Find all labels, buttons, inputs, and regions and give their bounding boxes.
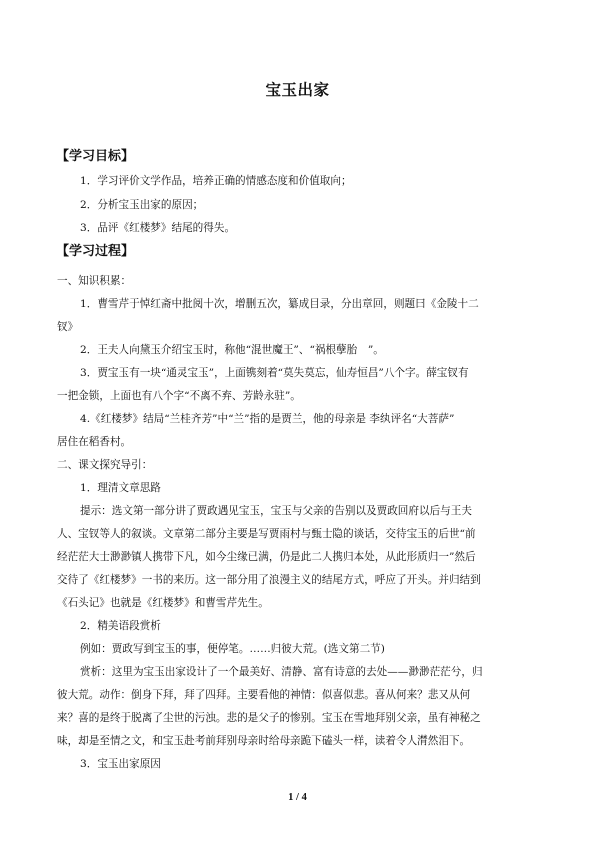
subsection-heading: 3．宝玉出家原因 bbox=[80, 758, 161, 770]
paragraph-line: 赏析：这里为宝玉出家设计了一个最美好、清静、富有诗意的去处——渺渺茫茫兮，归 bbox=[80, 666, 483, 678]
paragraph-line: 钗》 bbox=[57, 321, 79, 333]
process-heading: 【学习过程】 bbox=[56, 244, 135, 259]
page-title: 宝玉出家 bbox=[265, 81, 330, 99]
paragraph-line: 2．王夫人向黛玉介绍宝玉时，称他“混世魔王”、“祸根孽胎 ”。 bbox=[80, 344, 384, 356]
paragraph-line: 经茫茫大士渺渺镇人携带下凡，如今尘缘已满，仍是此二人携归本处，从此形质归一”然后 bbox=[57, 551, 476, 563]
objective-item: 3．品评《红楼梦》结尾的得失。 bbox=[80, 222, 236, 234]
paragraph-line: 人、宝钗等人的叙谈。文章第二部分主要是写贾雨村与甄士隐的谈话，交待宝玉的后世“前 bbox=[57, 528, 476, 540]
paragraph-line: 居住在稻香村。 bbox=[57, 436, 132, 448]
objectives-heading: 【学习目标】 bbox=[56, 149, 135, 164]
paragraph-line: 提示：选文第一部分讲了贾政遇见宝玉，宝玉与父亲的告别以及贾政回府以后与王夫 bbox=[80, 505, 472, 517]
paragraph-line: 3．贾宝玉有一块“通灵宝玉”，上面镌刻着“莫失莫忘，仙寿恒昌”八个字。薛宝钗有 bbox=[80, 367, 469, 379]
paragraph-line: 交待了《红楼梦》一书的来历。这一部分用了浪漫主义的结尾方式，呼应了开头。并归结到 bbox=[57, 574, 481, 586]
paragraph-line: 《石头记》也就是《红楼梦》和曹雪芹先生。 bbox=[57, 597, 269, 609]
paragraph-line: 例如：贾政写到宝玉的事，便停笔。……归彼大荒。(选文第二节) bbox=[80, 643, 385, 655]
paragraph-line: 1．曹雪芹于悼红斋中批阅十次，增删五次，纂成目录，分出章回，则题曰《金陵十二 bbox=[80, 298, 479, 310]
section-heading: 二、课文探究导引： bbox=[57, 459, 153, 471]
page-number: 1 / 4 bbox=[288, 792, 307, 803]
paragraph-line: 一把金锁，上面也有八个字“不离不弃、芳龄永驻”。 bbox=[57, 390, 301, 402]
subsection-heading: 1．理清文章思路 bbox=[80, 482, 161, 494]
paragraph-line: 来？喜的是终于脱离了尘世的污浊。悲的是父子的惨别。宝玉在雪地拜别父亲，虽有神秘之 bbox=[57, 712, 481, 724]
paragraph-line: 味，却是至情之文，和宝玉赴考前拜别母亲时给母亲跪下磕头一样，读着令人潸然泪下。 bbox=[57, 735, 471, 747]
section-heading: 一、知识积累： bbox=[57, 275, 132, 287]
objective-item: 2．分析宝玉出家的原因； bbox=[80, 199, 204, 211]
paragraph-line: 4.《红楼梦》结局“兰桂齐芳”中“兰”指的是贾兰，他的母亲是 李纨评名“大菩萨” bbox=[80, 413, 455, 425]
subsection-heading: 2．精美语段赏析 bbox=[80, 620, 161, 632]
paragraph-line: 彼大荒。动作：倒身下拜，拜了四拜。主要看他的神情：似喜似悲。喜从何来？悲又从何 bbox=[57, 689, 471, 701]
objective-item: 1．学习评价文学作品，培养正确的情感态度和价值取向； bbox=[80, 175, 352, 187]
